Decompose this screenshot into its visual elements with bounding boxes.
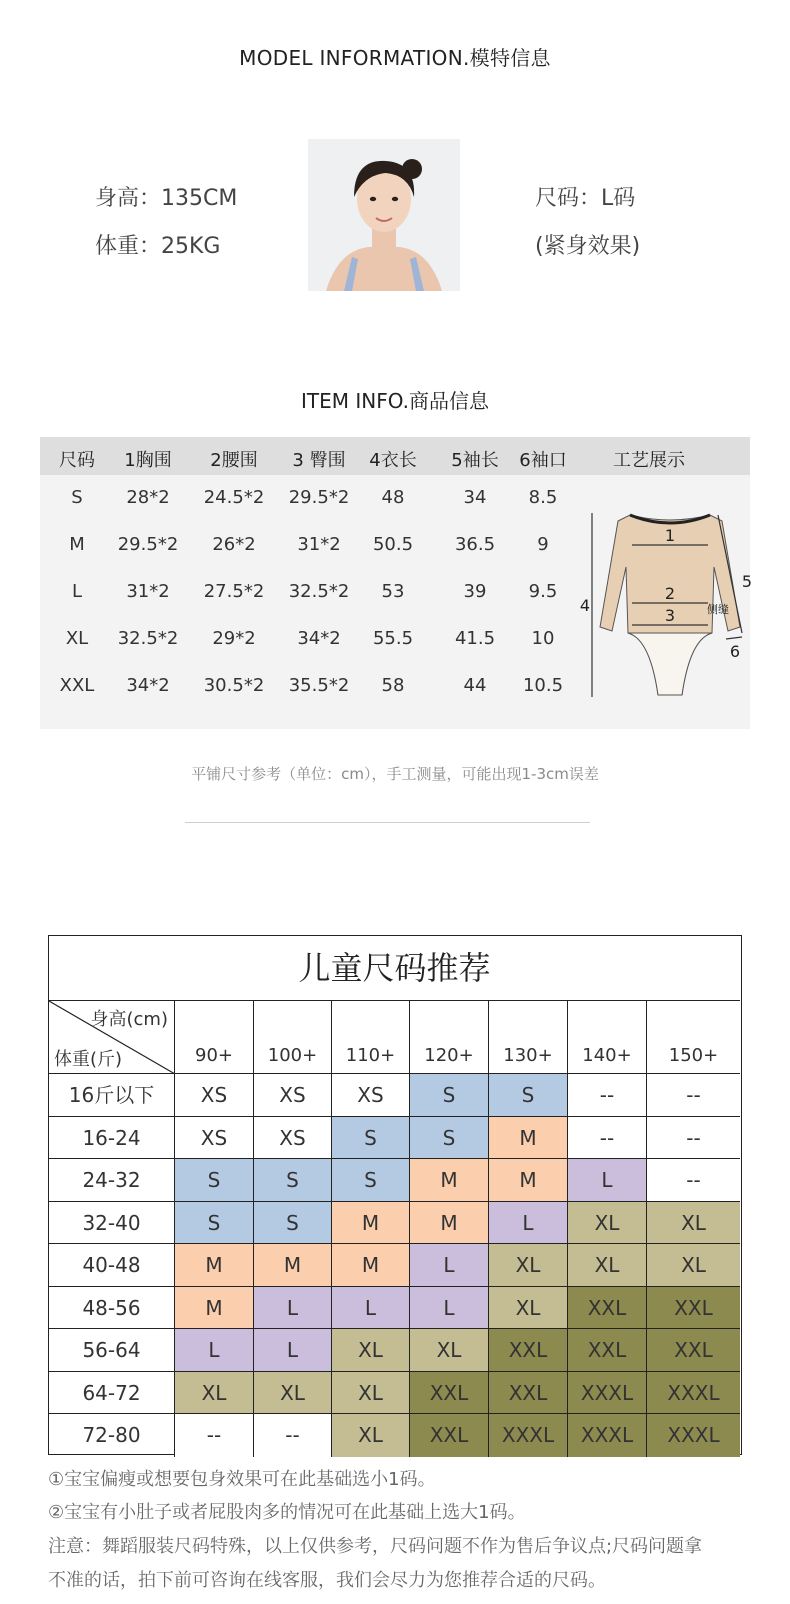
size-cell: XS xyxy=(175,1074,254,1117)
size-cell: XL xyxy=(647,1202,740,1245)
size-cell: XL xyxy=(332,1372,410,1415)
size-cell: XS xyxy=(175,1117,254,1160)
recommendation-note: 注意：舞蹈服装尺码特殊，以上仅供参考，尺码问题不作为售后争议点;尺码问题拿 xyxy=(48,1536,703,1557)
recommendation-note: 不准的话，拍下前可咨询在线客服，我们会尽力为您推荐合适的尺码。 xyxy=(48,1570,606,1591)
item-cell: 50.5 xyxy=(372,534,414,555)
model-height: 身高：135CM xyxy=(95,186,238,211)
diagram-label-side-seam: 侧缝 xyxy=(707,603,729,616)
diagram-label-cuff: 6 xyxy=(729,642,741,661)
diagram-label-sleeve: 5 xyxy=(741,572,753,591)
size-cell: XXL xyxy=(489,1372,568,1415)
item-cell: 34*2 xyxy=(297,628,341,649)
item-header-cell: 工艺展示 xyxy=(613,450,685,471)
size-cell: -- xyxy=(568,1074,647,1117)
size-cell: XXL xyxy=(489,1329,568,1372)
model-portrait-image xyxy=(308,139,460,291)
size-cell: XL xyxy=(332,1329,410,1372)
size-cell: -- xyxy=(647,1074,740,1117)
model-weight: 体重：25KG xyxy=(95,234,221,259)
item-cell: 10.5 xyxy=(522,675,564,696)
corner-height-label: 身高(cm) xyxy=(90,1009,168,1030)
size-cell: XXL xyxy=(647,1287,740,1330)
size-cell: L xyxy=(175,1329,254,1372)
model-size: 尺码：L码 xyxy=(535,186,636,211)
height-header-cell: 120+ xyxy=(410,1001,489,1074)
item-cell: 28*2 xyxy=(126,487,170,508)
weight-row-label: 64-72 xyxy=(49,1372,175,1415)
size-cell: -- xyxy=(647,1159,740,1202)
size-cell: XXXL xyxy=(568,1372,647,1415)
size-cell: XXL xyxy=(568,1287,647,1330)
weight-row-label: 32-40 xyxy=(49,1202,175,1245)
height-header-cell: 100+ xyxy=(254,1001,332,1074)
size-cell: XXL xyxy=(568,1329,647,1372)
item-cell: 58 xyxy=(381,675,405,696)
weight-row-label: 48-56 xyxy=(49,1287,175,1330)
size-cell: XXXL xyxy=(489,1414,568,1457)
size-cell: XL xyxy=(332,1414,410,1457)
recommendation-note: ①宝宝偏瘦或想要包身效果可在此基础选小1码。 xyxy=(48,1469,436,1490)
item-cell: 30.5*2 xyxy=(203,675,265,696)
model-measurements-left xyxy=(95,175,237,271)
size-cell: XL xyxy=(175,1372,254,1415)
garment-diagram xyxy=(579,507,753,717)
size-cell: M xyxy=(175,1244,254,1287)
size-cell: S xyxy=(489,1074,568,1117)
size-cell: M xyxy=(489,1117,568,1160)
size-cell: XL xyxy=(647,1244,740,1287)
size-cell: XS xyxy=(332,1074,410,1117)
item-header-cell: 4衣长 xyxy=(369,450,417,471)
size-cell: S xyxy=(175,1202,254,1245)
size-cell: XL xyxy=(568,1202,647,1245)
size-cell: M xyxy=(489,1159,568,1202)
size-cell: M xyxy=(332,1202,410,1245)
item-cell: 26*2 xyxy=(212,534,256,555)
size-cell: L xyxy=(410,1244,489,1287)
size-cell: XXXL xyxy=(647,1372,740,1415)
item-cell: 53 xyxy=(381,581,405,602)
size-cell: L xyxy=(489,1202,568,1245)
model-fit: (紧身效果) xyxy=(535,234,641,259)
size-cell: S xyxy=(175,1159,254,1202)
diagram-label-length: 4 xyxy=(579,596,591,615)
item-header-cell: 5袖长 xyxy=(451,450,499,471)
weight-row-label: 56-64 xyxy=(49,1329,175,1372)
item-cell: 55.5 xyxy=(372,628,414,649)
size-cell: L xyxy=(254,1329,332,1372)
size-cell: M xyxy=(410,1202,489,1245)
item-header-cell: 3 臀围 xyxy=(292,450,346,471)
item-header-cell: 1胸围 xyxy=(124,450,172,471)
size-cell: -- xyxy=(647,1117,740,1160)
measurement-note: 平铺尺寸参考（单位：cm），手工测量，可能出现1-3cm误差 xyxy=(191,765,599,783)
height-header-cell: 140+ xyxy=(568,1001,647,1074)
size-cell: M xyxy=(332,1244,410,1287)
size-cell: L xyxy=(332,1287,410,1330)
item-cell: 41.5 xyxy=(454,628,496,649)
corner-weight-label: 体重(斤) xyxy=(54,1049,123,1070)
size-cell: L xyxy=(568,1159,647,1202)
size-cell: XXXL xyxy=(568,1414,647,1457)
size-cell: M xyxy=(410,1159,489,1202)
weight-row-label: 40-48 xyxy=(49,1244,175,1287)
item-header-cell: 6袖口 xyxy=(519,450,567,471)
weight-row-label: 24-32 xyxy=(49,1159,175,1202)
diagram-label-waist: 2 xyxy=(664,584,676,603)
size-cell: L xyxy=(410,1287,489,1330)
size-cell: XL xyxy=(489,1287,568,1330)
item-cell: 10 xyxy=(531,628,555,649)
item-cell: 35.5*2 xyxy=(288,675,350,696)
model-avatar xyxy=(308,139,460,291)
section-divider xyxy=(185,822,590,823)
item-cell: XL xyxy=(65,628,89,649)
item-cell: 32.5*2 xyxy=(288,581,350,602)
size-recommendation-table xyxy=(48,935,742,1455)
item-cell: 48 xyxy=(381,487,405,508)
item-info-title: ITEM INFO.商品信息 xyxy=(300,389,490,413)
size-chart-corner xyxy=(49,1001,175,1074)
item-cell: 27.5*2 xyxy=(203,581,265,602)
size-cell: S xyxy=(332,1117,410,1160)
size-cell: S xyxy=(254,1202,332,1245)
size-cell: -- xyxy=(254,1414,332,1457)
item-cell: 9.5 xyxy=(528,581,558,602)
size-cell: S xyxy=(254,1159,332,1202)
size-cell: L xyxy=(254,1287,332,1330)
model-info-title: MODEL INFORMATION.模特信息 xyxy=(239,46,551,70)
item-header-cell: 尺码 xyxy=(59,450,95,471)
item-cell: 8.5 xyxy=(528,487,558,508)
height-header-cell: 90+ xyxy=(175,1001,254,1074)
size-cell: XXL xyxy=(410,1372,489,1415)
diagram-label-hip: 3 xyxy=(664,606,676,625)
size-cell: XL xyxy=(410,1329,489,1372)
item-cell: XXL xyxy=(59,675,95,696)
item-cell: 31*2 xyxy=(297,534,341,555)
item-cell: 24.5*2 xyxy=(203,487,265,508)
item-cell: 39 xyxy=(463,581,487,602)
recommendation-note: ②宝宝有小肚子或者屁股肉多的情况可在此基础上选大1码。 xyxy=(48,1502,526,1523)
height-header-cell: 110+ xyxy=(332,1001,410,1074)
item-info-table xyxy=(40,437,753,729)
model-measurements-right xyxy=(535,175,640,271)
size-cell: S xyxy=(410,1074,489,1117)
item-cell: 29.5*2 xyxy=(117,534,179,555)
height-header-cell: 130+ xyxy=(489,1001,568,1074)
item-cell: 9 xyxy=(537,534,549,555)
size-cell: -- xyxy=(175,1414,254,1457)
item-cell: L xyxy=(71,581,83,602)
size-cell: XXL xyxy=(410,1414,489,1457)
size-cell: M xyxy=(175,1287,254,1330)
size-cell: XXXL xyxy=(647,1414,740,1457)
item-header-cell: 2腰围 xyxy=(210,450,258,471)
item-cell: 29*2 xyxy=(212,628,256,649)
item-cell: M xyxy=(69,534,85,555)
weight-row-label: 72-80 xyxy=(49,1414,175,1457)
item-cell: 44 xyxy=(463,675,487,696)
item-cell: 29.5*2 xyxy=(288,487,350,508)
item-cell: 32.5*2 xyxy=(117,628,179,649)
size-cell: XS xyxy=(254,1074,332,1117)
item-cell: 34 xyxy=(463,487,487,508)
size-cell: -- xyxy=(568,1117,647,1160)
size-cell: S xyxy=(410,1117,489,1160)
size-cell: S xyxy=(332,1159,410,1202)
size-chart-title: 儿童尺码推荐 xyxy=(49,936,740,1001)
size-cell: XS xyxy=(254,1117,332,1160)
height-header-cell: 150+ xyxy=(647,1001,740,1074)
item-cell: S xyxy=(71,487,83,508)
weight-row-label: 16斤以下 xyxy=(49,1074,175,1117)
item-cell: 34*2 xyxy=(126,675,170,696)
size-cell: XL xyxy=(254,1372,332,1415)
diagram-label-chest: 1 xyxy=(664,526,676,545)
size-cell: M xyxy=(254,1244,332,1287)
size-cell: XL xyxy=(489,1244,568,1287)
item-cell: 31*2 xyxy=(126,581,170,602)
size-cell: XXL xyxy=(647,1329,740,1372)
size-cell: XL xyxy=(568,1244,647,1287)
weight-row-label: 16-24 xyxy=(49,1117,175,1160)
item-cell: 36.5 xyxy=(454,534,496,555)
